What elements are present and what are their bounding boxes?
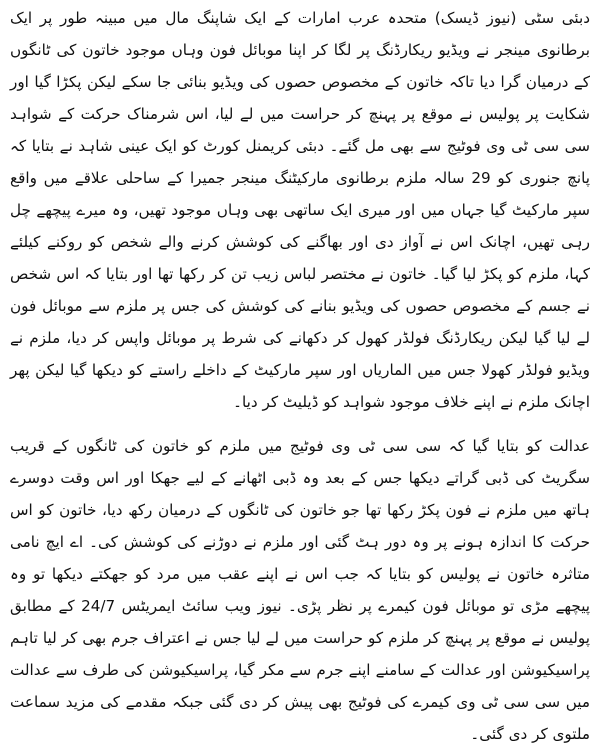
news-article	[10, 2, 590, 750]
article-paragraph-1: دبئی سٹی (نیوز ڈیسک) متحدہ عرب امارات کے ایک شاپنگ مال میں مبینہ طور پر ایک برطانوی مینجر نے ویڈیو ریکارڈنگ پر لگا کر اپنا موبائل فون وہاں موجود خاتون کی ٹانگوں کے درمیان گرا دیا تاکہ خاتون کے مخصوص حصوں کی ویڈیو بنائی جا سکے لیکن پکڑا گیا اور شکایت پر پولیس نے موقع پر پہنچ کر حراست میں لے لیا، اس شرمناک حرکت کے شواہد سی سی ٹی وی فوٹیج سے بھی مل گئے۔ دبئی کریمنل کورٹ کو ایک عینی شاہد نے بتایا کہ پانچ جنوری کو 29 سالہ ملزم برطانوی مارکیٹنگ مینجر جمیرا کے ساحلی علاقے میں واقع سپر مارکیٹ گیا جہاں میں اور میری ایک ساتھی بھی وہاں موجود تھیں، وہ میرے پیچھے چل رہی تھیں، اچانک اس نے آواز دی اور بھاگنے کی کوشش کرنے والے شخص کو روکنے کیلئے کہا، ملزم کو پکڑ لیا گیا۔ خاتون نے مختصر لباس زیب تن کر رکھا تھا اور بتایا کہ اس شخص نے جسم کے مخصوص حصوں کی ویڈیو بنانے کی کوشش کی جس پر ملزم سے موبائل فون لے لیا گیا لیکن ریکارڈنگ فولڈر کھول کر دکھانے کی شرط پر موبائل واپس کر دیا، ملزم نے ویڈیو فولڈر کھولا جس میں الماریاں اور سپر مارکیٹ کے داخلے راستے کو دیکھا گیا لیکن پھر اچانک ملزم نے اپنے خلاف موجود شواہد کو ڈیلیٹ کر دیا۔	[10, 9, 591, 411]
article-paragraph-2: عدالت کو بتایا گیا کہ سی سی ٹی وی فوٹیج میں ملزم کو خاتون کی ٹانگوں کے قریب سگریٹ کی ڈبی گراتے دیکھا جس کے بعد وہ ڈبی اٹھانے کے لیے جھکا اور اس وقت دوسرے ہاتھ میں ملزم نے فون پکڑ رکھا تھا جو خاتون کی ٹانگوں کے درمیان رکھ دیا، خاتون کو اس حرکت کا اندازہ ہونے پر وہ دور ہٹ گئی اور ملزم نے دوڑنے کی کوشش کی۔ اے ایچ نامی متاثرہ خاتون نے پولیس کو بتایا کہ جب اس نے اپنے عقب میں مرد کو جھکتے دیکھا تو وہ پیچھے مڑی تو موبائل فون کیمرے پر نظر پڑی۔ نیوز ویب سائٹ ایمریٹس 24/7 کے مطابق پولیس نے موقع پر پہنچ کر ملزم کو حراست میں لے لیا جس نے اعتراف جرم بھی کر لیا تاہم پراسیکیوشن اور عدالت کے سامنے اپنے جرم سے مکر گیا، پراسیکیوشن کی طرف سے عدالت میں سی سی ٹی وی کیمرے کی فوٹیج بھی پیش کر دی گئی جبکہ مقدمے کی مزید سماعت ملتوی کر دی گئی۔	[10, 437, 591, 743]
